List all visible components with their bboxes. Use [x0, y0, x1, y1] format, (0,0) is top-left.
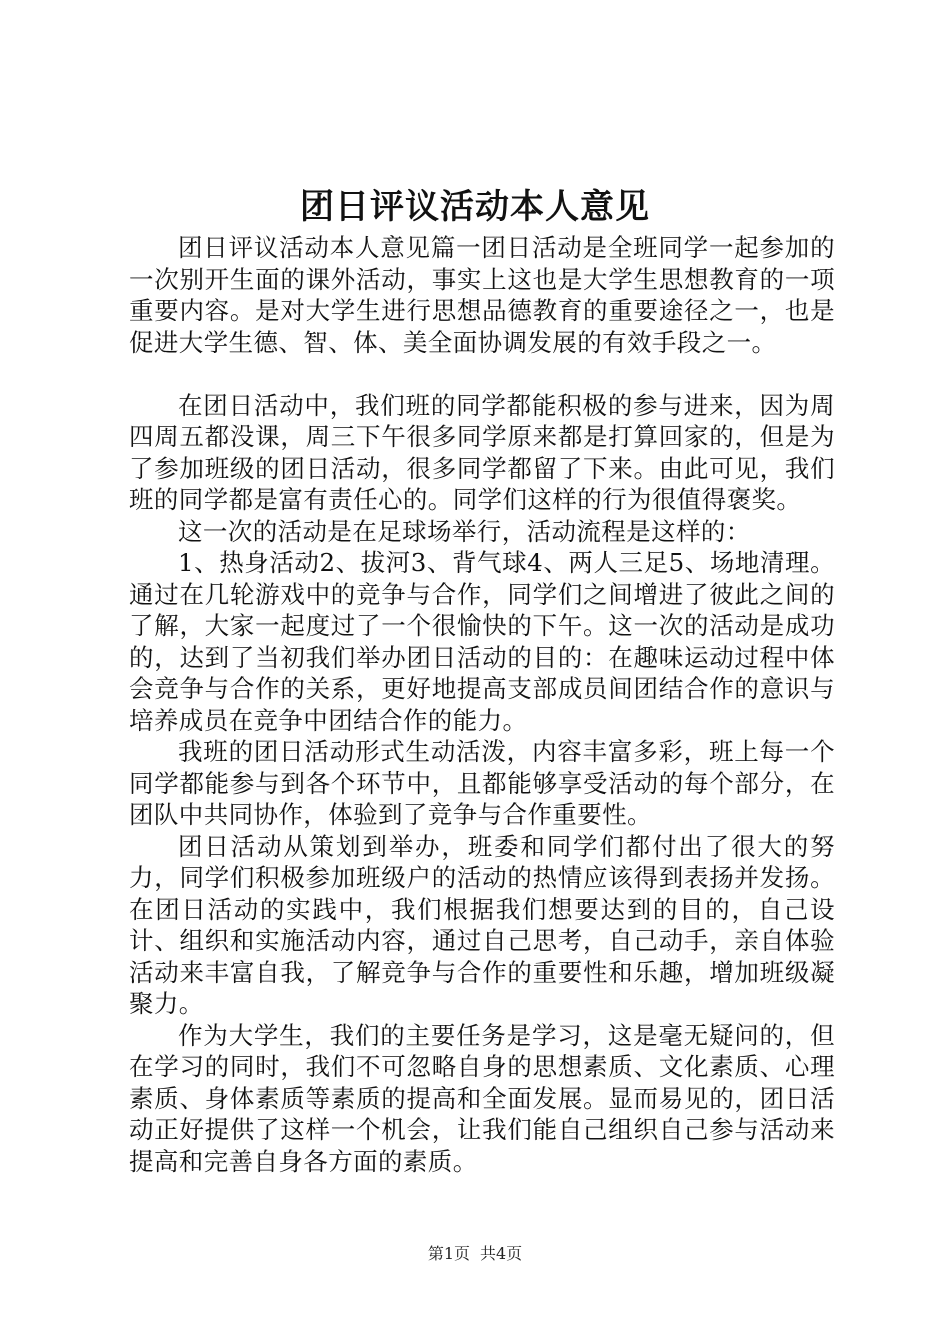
paragraph-venue: 这一次的活动是在足球场举行，活动流程是这样的： — [178, 516, 751, 546]
paragraph-intro: 团日评议活动本人意见篇一团日活动是全班同学一起参加的一次别开生面的课外活动，事实上这也是大学生思想教育的一项重要内容。是对大学生进行思想品德教育的重要途径之一，也是促进大学生德、智、体、美全面协调发展的有效手段之一。 — [129, 233, 835, 357]
document-title: 团日评议活动本人意见 — [300, 187, 650, 227]
page-number: 第1页 — [427, 1244, 470, 1263]
paragraph-activity-list: 1、热身活动2、拔河3、背气球4、两人三足5、场地清理。通过在几轮游戏中的竞争与合作，同学们之间增进了彼此之间的了解，大家一起度过了一个很愉快的下午。这一次的活动是成功的，达到了当初我们举办团日活动的目的：在趣味运动过程中体会竞争与合作的关系，更好地提高支部成员间团结合作的意识与培养成员在竞争中团结合作的能力。 — [129, 548, 835, 735]
document-body — [129, 232, 835, 1177]
paragraph-conclusion: 作为大学生，我们的主要任务是学习，这是毫无疑问的，但在学习的同时，我们不可忽略自身的思想素质、文化素质、心理素质、身体素质等素质的提高和全面发展。显而易见的，团日活动正好提供了这样一个机会，让我们能自己组织自己参与活动来提高和完善自身各方面的素质。 — [129, 1020, 835, 1176]
paragraph-format: 我班的团日活动形式生动活泼，内容丰富多彩，班上每一个同学都能参与到各个环节中，且都能够享受活动的每个部分，在团队中共同协作，体验到了竞争与合作重要性。 — [129, 737, 835, 829]
paragraph-participation: 在团日活动中，我们班的同学都能积极的参与进来，因为周四周五都没课，周三下午很多同学原来都是打算回家的，但是为了参加班级的团日活动，很多同学都留了下来。由此可见，我们班的同学都是富有责任心的。同学们这样的行为很值得褒奖。 — [129, 390, 835, 514]
paragraph-planning: 团日活动从策划到举办，班委和同学们都付出了很大的努力，同学们积极参加班级户的活动的热情应该得到表扬并发扬。在团日活动的实践中，我们根据我们想要达到的目的，自己设计、组织和实施活动内容，通过自己思考，自己动手，亲自体验活动来丰富自我，了解竞争与合作的重要性和乐趣，增加班级凝聚力。 — [129, 831, 835, 1018]
page-footer — [0, 1243, 950, 1265]
page-total: 共4页 — [480, 1244, 523, 1263]
